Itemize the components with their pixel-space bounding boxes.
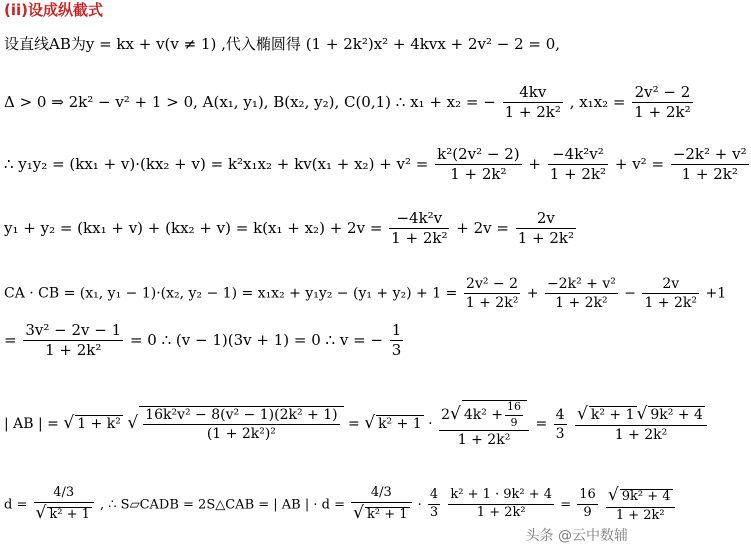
frac-num: 16k²v² − 8(v² − 1)(2k² + 1)	[143, 407, 339, 425]
frac-den: 1 + 2k²	[615, 507, 665, 523]
frac	[606, 486, 675, 523]
frac-num: −4k²v²	[548, 146, 608, 165]
sqrt-icon: √	[364, 413, 376, 434]
frac-sum-x	[503, 84, 563, 122]
frac-den: 1 + 2k²	[450, 165, 507, 184]
frac-den: 1 + 2k²	[614, 427, 668, 444]
frac	[389, 210, 449, 248]
section-heading: (ii)设成纵截式	[4, 1, 103, 19]
sqrt-icon: √	[353, 502, 364, 523]
line-4	[4, 210, 578, 248]
sqrt-icon: √	[63, 413, 75, 434]
frac	[577, 488, 598, 521]
line-5-pre: CA · CB = (x₁, y₁ − 1)·(x₂, y₂ − 1) = x₁x₂ + y₁y₂ − (y₁ + y₂) + 1 =	[4, 285, 458, 302]
line-8-mid: , ∴ S▱CADB = 2S△CAB = | AB | · d =	[100, 497, 345, 513]
sqrt-icon: √	[35, 502, 47, 523]
sqrt-icon: √	[577, 403, 588, 424]
frac	[642, 276, 699, 311]
frac-num: 4kv	[503, 84, 563, 103]
sqrt-icon: √	[607, 485, 619, 505]
d-label: d =	[4, 497, 28, 513]
frac-den: 1 + 2k²	[517, 229, 575, 248]
line-2-mid: , x₁x₂ =	[569, 92, 626, 111]
operator: ·	[417, 497, 422, 513]
sqrt-body: 1 + k²	[77, 416, 121, 433]
frac	[351, 486, 411, 523]
frac-num: 16	[577, 488, 598, 505]
frac	[23, 322, 123, 360]
line-8	[4, 486, 677, 523]
operator: =	[348, 416, 360, 433]
frac-num: 2v	[642, 276, 699, 294]
frac-num	[439, 400, 529, 431]
frac-den: 1 + 2k²	[504, 103, 561, 122]
line-4-pre: y₁ + y₂ = (kx₁ + v) + (kx₂ + v) = k(x₁ + x₂) + 2v =	[4, 218, 383, 237]
frac-num: 2v² − 2	[632, 84, 692, 103]
frac-num: 1	[390, 322, 404, 341]
frac-den: 9	[510, 415, 518, 429]
operator: −	[624, 285, 637, 302]
line-1-text: 设直线AB为y = kx + v(v ≠ 1) ,代入椭圆得 (1 + 2k²)x² + 4kvx + 2v² − 2 = 0,	[4, 35, 561, 53]
operator: =	[4, 330, 17, 349]
line-6-mid: = 0 ∴ (v − 1)(3v + 1) = 0 ∴ v = −	[129, 330, 383, 349]
line-3-pre: ∴ y₁y₂ = (kx₁ + v)·(kx₂ + v) = k²x₁x₂ + kv(x₁ + x₂) + v² =	[4, 154, 429, 173]
operator: +	[526, 285, 539, 302]
operator: =	[560, 497, 572, 513]
frac-num: 2v² − 2	[464, 276, 521, 294]
frac-num	[606, 486, 675, 508]
operator: =	[535, 416, 548, 433]
frac-den: (1 + 2k²)²	[206, 425, 276, 442]
frac	[428, 488, 440, 521]
frac	[143, 407, 339, 442]
frac	[548, 146, 608, 184]
frac-num: k²(2v² − 2)	[435, 146, 522, 165]
frac	[34, 486, 94, 523]
frac	[575, 405, 707, 444]
frac-den: 1 + 2k²	[45, 341, 102, 360]
frac-den: 1 + 2k²	[457, 432, 511, 449]
frac	[505, 401, 523, 429]
line-1	[4, 36, 560, 53]
frac-den: 3	[429, 505, 439, 521]
frac-num: 4	[428, 488, 440, 505]
frac	[516, 210, 576, 248]
frac	[435, 146, 522, 184]
frac-num: 4/3	[351, 486, 411, 503]
frac-num: 4/3	[34, 486, 94, 503]
frac	[554, 407, 567, 442]
frac	[545, 276, 618, 311]
frac-den: 1 + 2k²	[555, 295, 608, 312]
line-7	[4, 400, 709, 448]
line-2	[4, 84, 695, 122]
frac-num: 2v	[516, 210, 576, 229]
frac-den: 1 + 2k²	[549, 165, 607, 184]
frac-den: 1 + 2k²	[391, 229, 448, 248]
sqrt-icon: √	[636, 403, 648, 424]
line-6	[4, 322, 405, 360]
frac-den: 1 + 2k²	[644, 295, 698, 312]
line-3	[4, 146, 751, 184]
frac-num: 3v² − 2v − 1	[23, 322, 123, 341]
sqrt-body: k² + 1	[378, 416, 422, 433]
frac-prod-x	[632, 84, 692, 122]
frac-num: −2k² + v²	[671, 146, 749, 165]
operator: + v² =	[614, 154, 665, 173]
operator: +1	[705, 285, 727, 302]
frac	[390, 322, 404, 360]
frac	[448, 488, 554, 521]
sqrt-body: k² + 1	[366, 506, 408, 522]
frac-den	[351, 503, 411, 524]
frac-den	[34, 503, 94, 524]
frac-num: 16	[505, 401, 523, 416]
sqrt-body: k² + 1	[590, 406, 635, 423]
frac-num: −4k²v	[389, 210, 449, 229]
coef: 2	[441, 407, 450, 424]
frac-den: 3	[555, 425, 565, 442]
frac-num: 4	[554, 407, 567, 425]
line-5	[4, 276, 726, 311]
line-2-pre: Δ > 0 ⇒ 2k² − v² + 1 > 0, A(x₁, y₁), B(x₂, y₂), C(0,1) ∴ x₁ + x₂ = −	[4, 92, 496, 111]
operator: + 2v =	[456, 218, 509, 237]
frac	[464, 276, 521, 311]
frac-num: −2k² + v²	[545, 276, 618, 294]
sqrt-body	[139, 406, 343, 442]
frac-den: 1 + 2k²	[476, 505, 526, 521]
sqrt-body: 9k² + 4	[621, 489, 671, 504]
frac-num: k² + 1 · 9k² + 4	[448, 488, 554, 505]
sqrt-body: k² + 1	[49, 506, 90, 522]
frac-den: 9	[583, 505, 592, 521]
operator: ·	[428, 416, 433, 433]
frac-num	[575, 405, 707, 427]
sqrt-icon: √	[449, 404, 461, 425]
frac	[671, 146, 749, 184]
frac-den: 1 + 2k²	[634, 103, 691, 122]
frac-den: 1 + 2k²	[681, 165, 738, 184]
abs-ab: | AB | =	[4, 416, 59, 433]
watermark: 头条 @云中数辅	[525, 528, 628, 544]
sqrt-body	[462, 400, 527, 429]
frac-den: 1 + 2k²	[465, 295, 519, 312]
term: 4k² +	[463, 407, 504, 424]
sqrt-icon: √	[127, 413, 139, 434]
operator: +	[528, 154, 541, 173]
frac-den: 3	[391, 341, 402, 360]
sqrt-body: 9k² + 4	[650, 406, 703, 423]
frac	[439, 400, 529, 448]
